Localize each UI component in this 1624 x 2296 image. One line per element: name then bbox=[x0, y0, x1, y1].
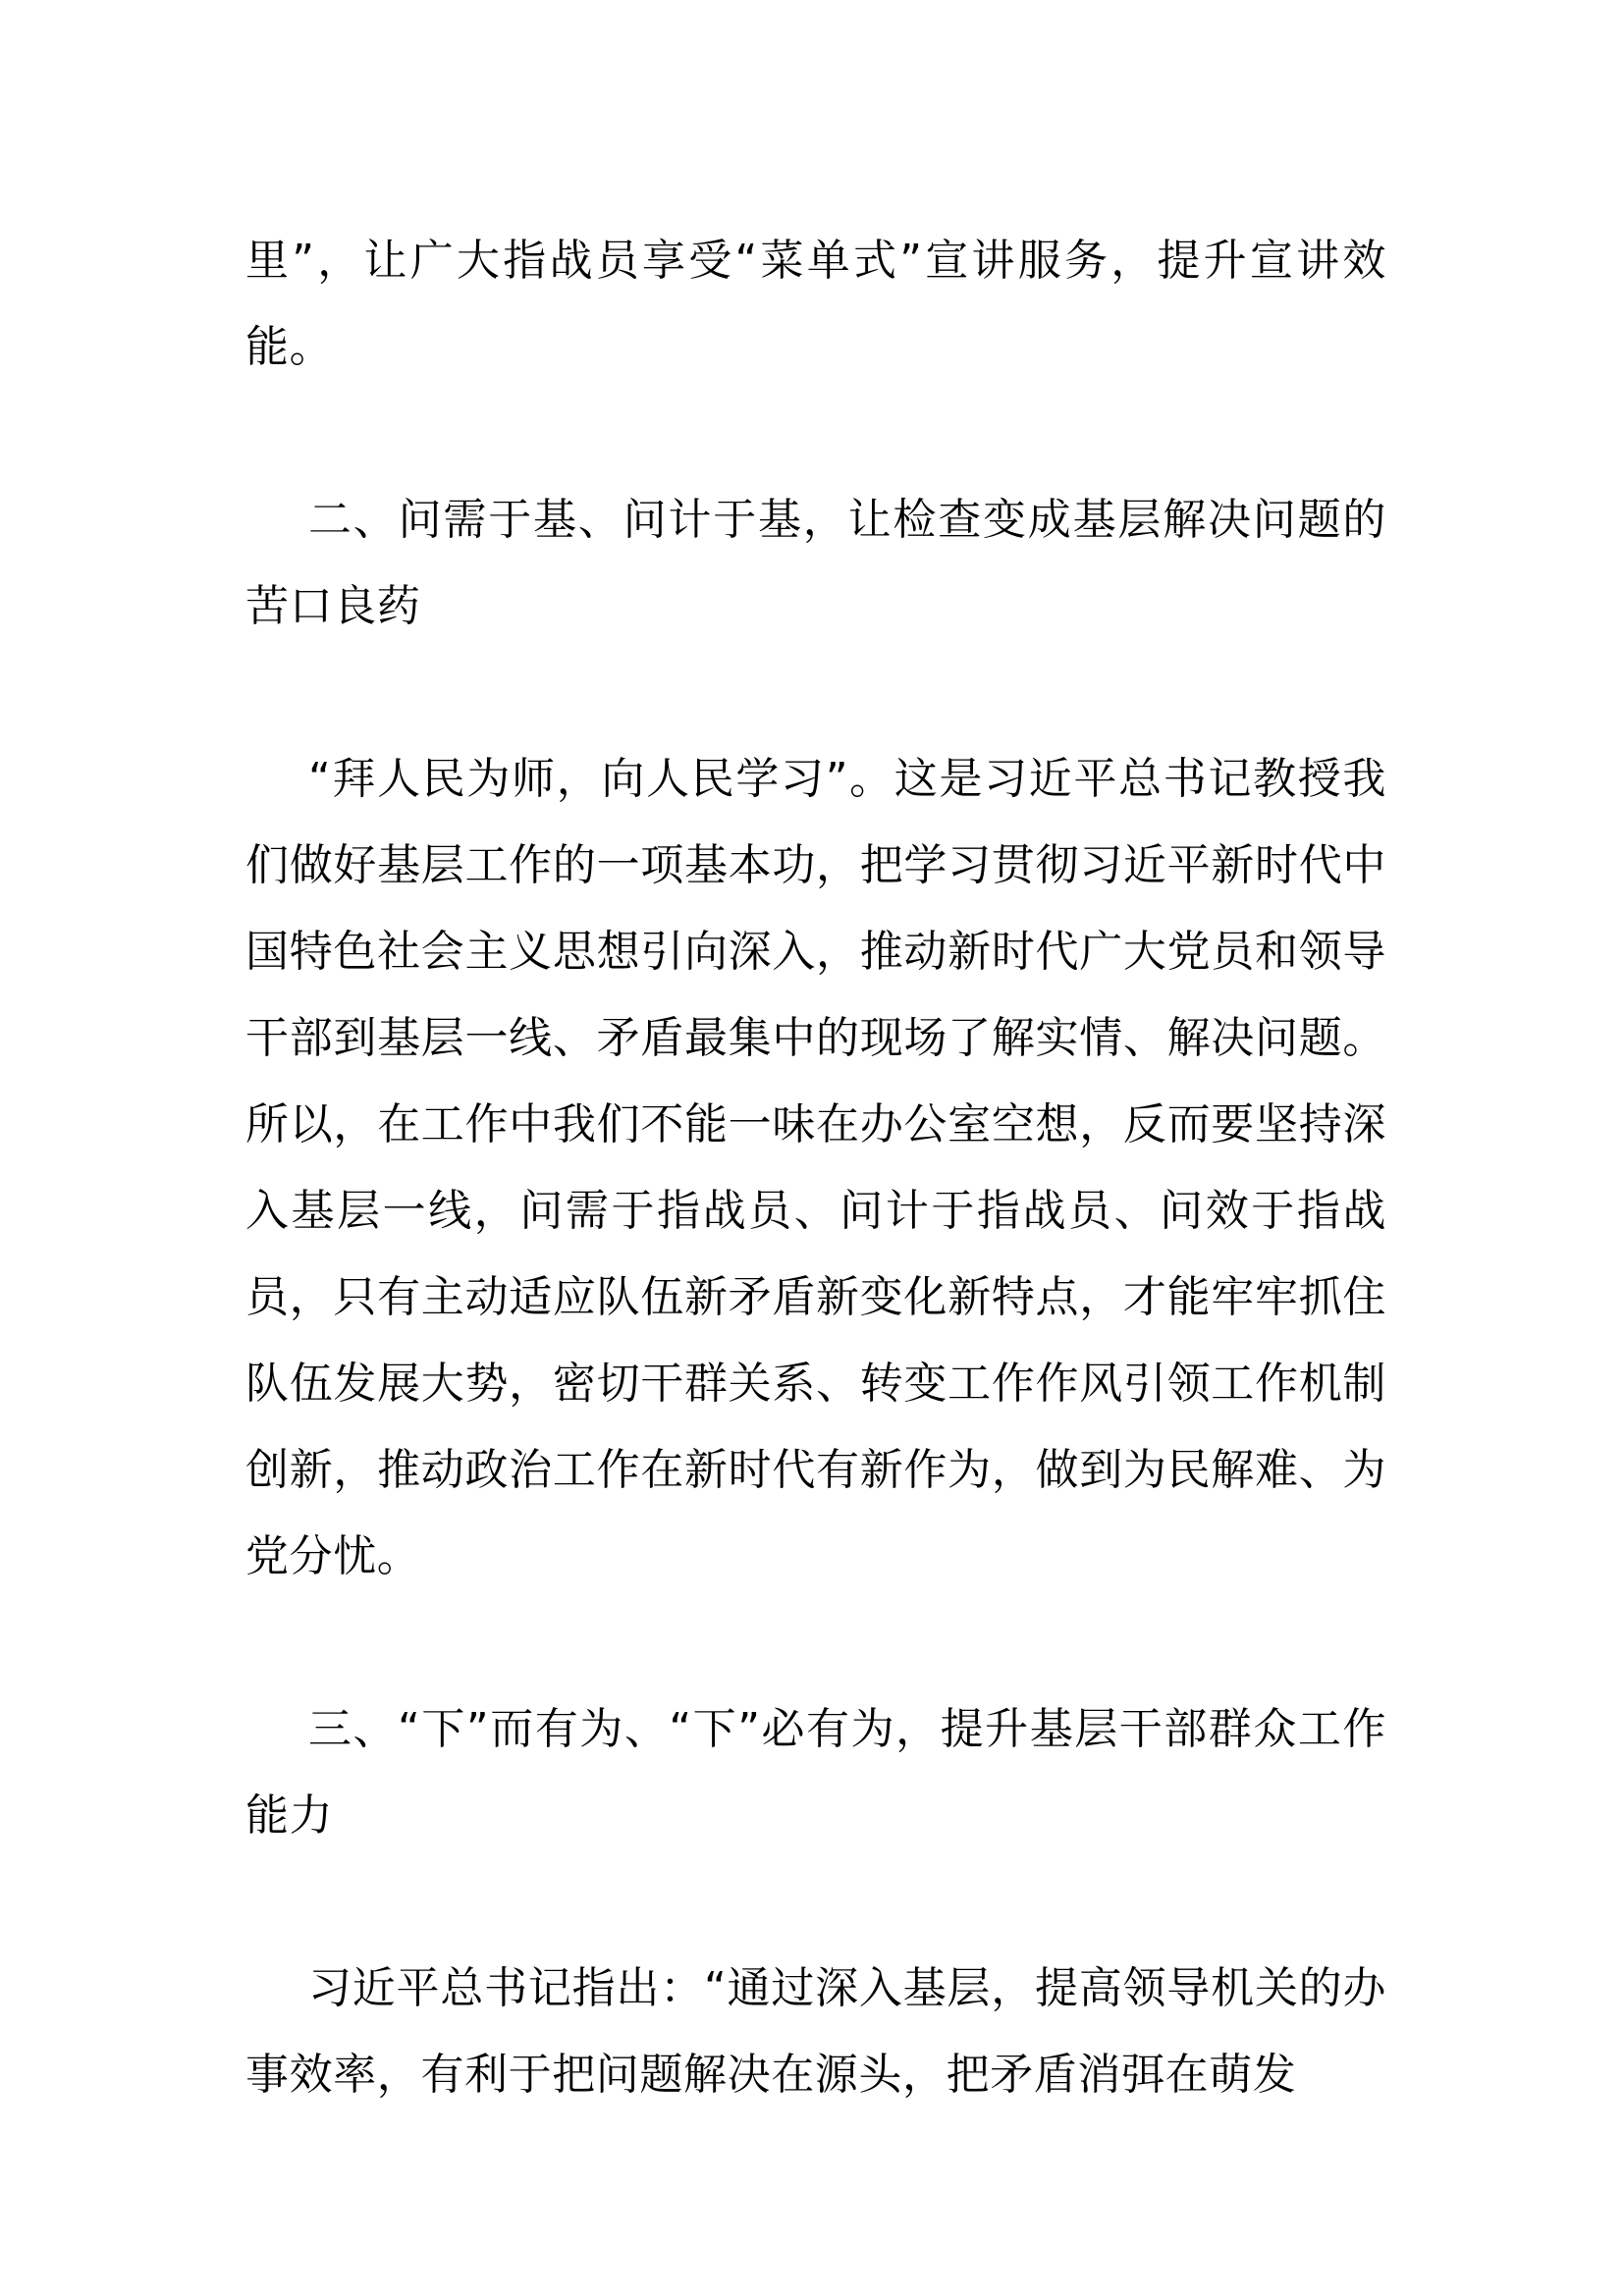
paragraph-spacer bbox=[245, 391, 1386, 477]
paragraph-spacer bbox=[245, 1859, 1386, 1946]
section-heading-3: 三、“下”而有为、“下”必有为，提升基层干部群众工作能力 bbox=[245, 1704, 1386, 1841]
body-paragraph: 习近平总书记指出：“通过深入基层，提高领导机关的办事效率，有利于把问题解决在源头，把矛盾消弭在萌发 bbox=[245, 1963, 1386, 2100]
document-page bbox=[245, 218, 1386, 2118]
paragraph-spacer bbox=[245, 650, 1386, 736]
body-paragraph-continuation: 里”，让广大指战员享受“菜单式”宣讲服务，提升宣讲效能。 bbox=[245, 236, 1386, 372]
body-paragraph: “拜人民为师，向人民学习”。这是习近平总书记教授我们做好基层工作的一项基本功，把学习贯彻习近平新时代中国特色社会主义思想引向深入，推动新时代广大党员和领导干部到基层一线、矛盾最集中的现场了解实情、解决问题。所以，在工作中我们不能一味在办公室空想，反而要坚持深入基层一线，问需于指战员、问计于指战员、问效于指战员，只有主动适应队伍新矛盾新变化新特点，才能牢牢抓住队伍发展大势，密切干群关系、转变工作作风引领工作机制创新，推动政治工作在新时代有新作为，做到为民解难、为党分忧。 bbox=[245, 754, 1386, 1581]
paragraph-spacer bbox=[245, 1600, 1386, 1686]
section-heading-2: 二、问需于基、问计于基，让检查变成基层解决问题的苦口良药 bbox=[245, 495, 1386, 631]
